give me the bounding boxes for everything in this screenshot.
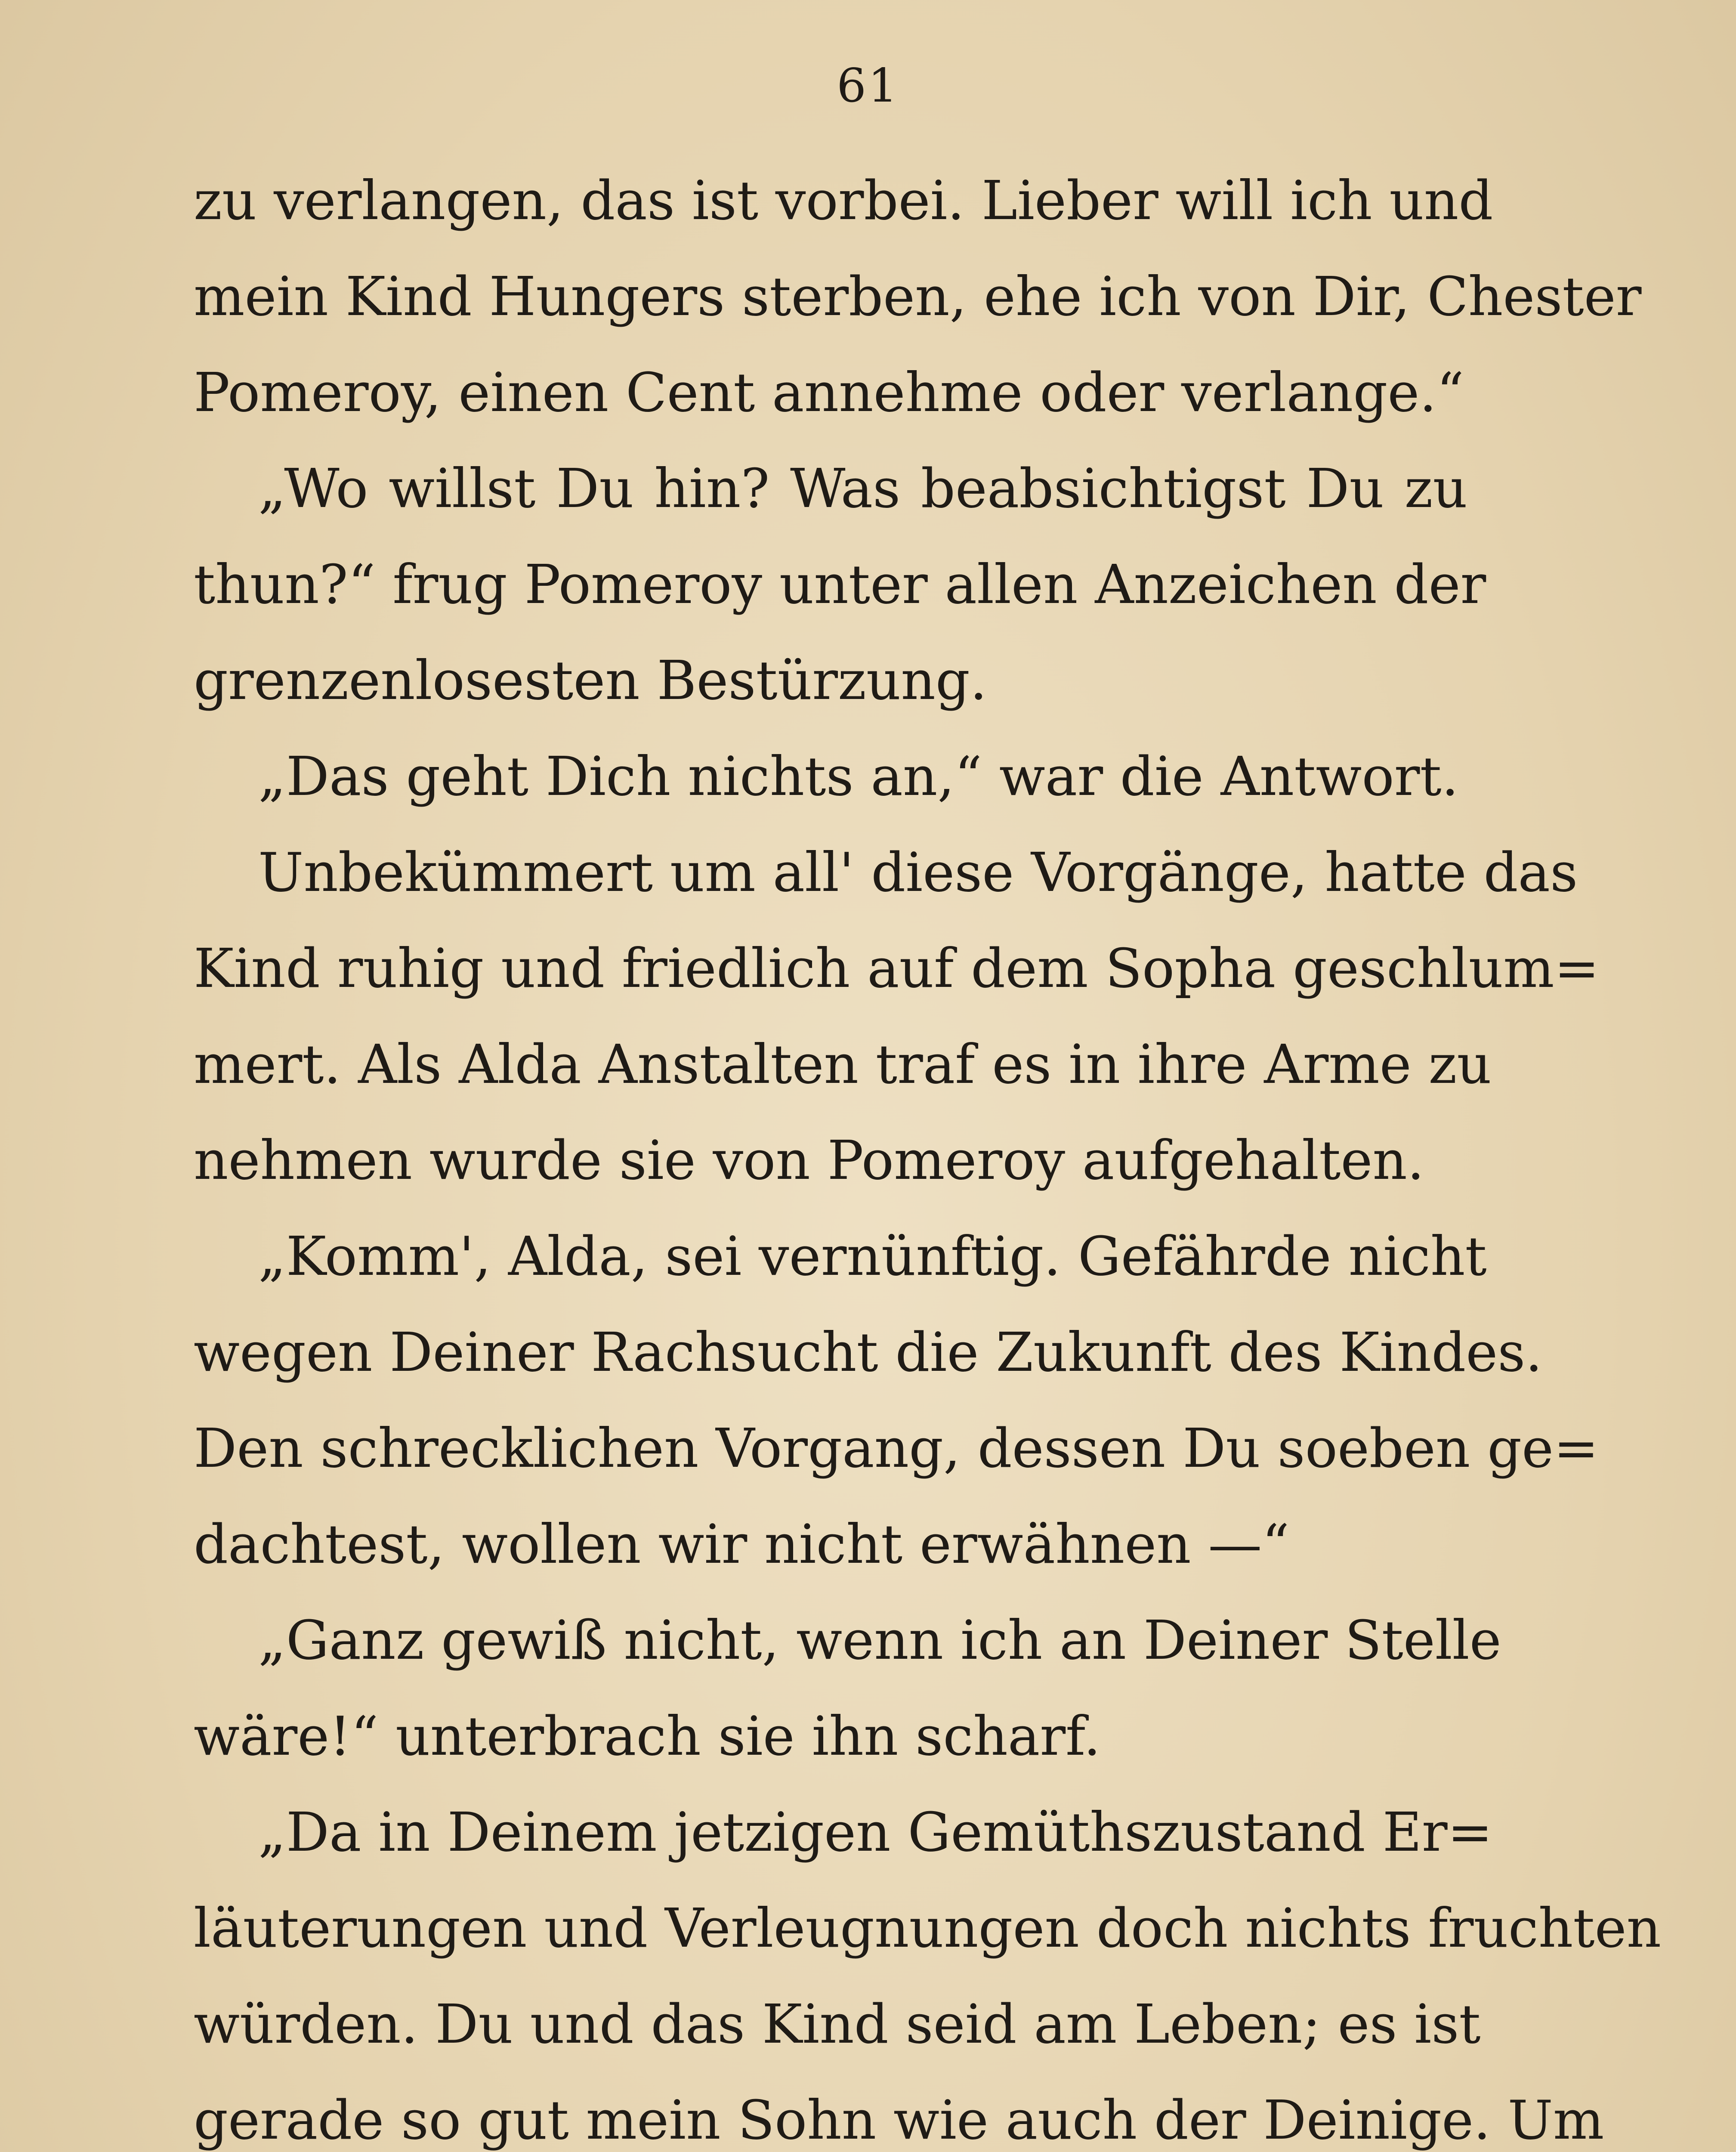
text-line: „Ganz gewiß nicht, wenn ich an Deiner Stelle	[258, 1609, 1501, 1672]
text-line: Kind ruhig und friedlich auf dem Sopha geschlum=	[194, 937, 1600, 1000]
text-line: „Das geht Dich nichts an,“ war die Antwort.	[258, 745, 1459, 808]
body-text	[194, 153, 1662, 2152]
text-line: dachtest, wollen wir nicht erwähnen —“	[194, 1513, 1290, 1576]
text-line: „Komm', Alda, sei vernünftig. Gefährde nicht	[258, 1225, 1487, 1288]
text-line: „Da in Deinem jetzigen Gemüthszustand Er=	[258, 1801, 1493, 1864]
text-line: würden. Du und das Kind seid am Leben; es ist	[194, 1993, 1481, 2056]
text-line: grenzenlosesten Bestürzung.	[194, 649, 987, 712]
text-line: thun?“ frug Pomeroy unter allen Anzeichen der	[194, 553, 1486, 616]
text-line: Pomeroy, einen Cent annehme oder verlange.“	[194, 362, 1464, 424]
text-line: Den schrecklichen Vorgang, dessen Du soeben ge=	[194, 1417, 1599, 1480]
text-line: wegen Deiner Rachsucht die Zukunft des Kindes.	[194, 1321, 1543, 1384]
text-line: wäre!“ unterbrach sie ihn scharf.	[194, 1705, 1101, 1768]
text-line: läuterungen und Verleugnungen doch nichts fruchten	[194, 1897, 1662, 1960]
text-line: zu verlangen, das ist vorbei. Lieber will ich und	[194, 170, 1493, 232]
text-line: gerade so gut mein Sohn wie auch der Deinige. Um	[194, 2089, 1604, 2152]
text-line: Unbekümmert um all' diese Vorgänge, hatte das	[258, 841, 1578, 904]
page-number: 61	[837, 59, 899, 113]
text-line: mein Kind Hungers sterben, ehe ich von Dir, Chester	[194, 266, 1642, 328]
text-line: „Wo willst Du hin? Was beabsichtigst Du zu	[258, 458, 1467, 520]
text-line: mert. Als Alda Anstalten traf es in ihre Arme zu	[194, 1033, 1492, 1096]
text-line: nehmen wurde sie von Pomeroy aufgehalten.	[194, 1129, 1424, 1192]
